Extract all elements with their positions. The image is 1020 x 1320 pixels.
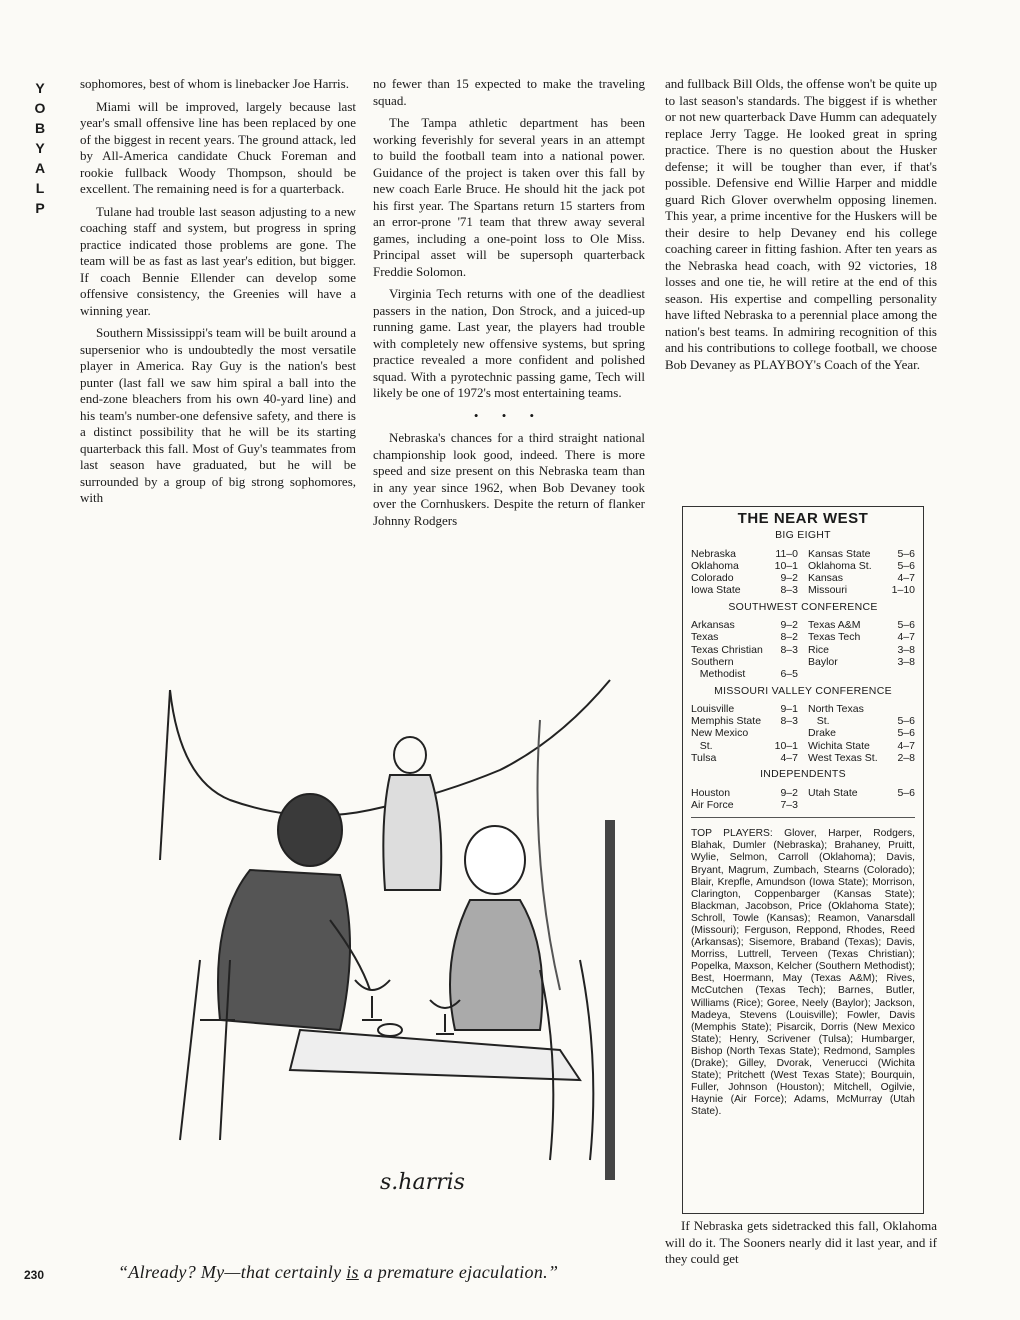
conference-standings-grid (683, 619, 923, 680)
caption-emphasis: is (346, 1262, 359, 1282)
article-column-3-continued (665, 1218, 937, 1274)
man-head (278, 794, 342, 866)
team-record: 8–3 (780, 584, 798, 597)
standings-row (691, 548, 798, 560)
team-record: 4–7 (780, 752, 798, 765)
team-name: Louisville (691, 702, 735, 715)
top-players-list: TOP PLAYERS: Glover, Harper, Rodgers, Blahak, Dumler (Nebraska); Brahaney, Pruitt, Wylie, Selmon, Carroll (Oklahoma); Davis, Bryant, Magrum, Zumbach, Stearns (Colorado); Blair, Krepfle, Amundson (Iowa State); Morrison, Clarington, Coppenbarger (Kansas State); Blackman, Jacobson, Price (Oklahoma State); Schroll, Towle (Kansas); Reamon, Vanarsdall (Missouri); Ferguson, Reppond, Rhodes, Reed (Arkansas); Sisemore, Braband (Texas); Davis, Morriss, Luttrell, Terveen (Texas Christian); Popelka, Maxson, Kelcher (Southern Methodist); Best, Hoermann, May (Texas A&M); Rives, McCutchen (Texas Tech); Barnes, Butler, Williams (Rice); Goree, Neely (Baylor); Jackson, Madeya, Stevens (Louisville); Fowler, Davis (Memphis State); Pisarcik, Dorris (New Mexico State); Henry, Scrivener (Tulsa); Humbarger, Bishop (North Texas State); Redmond, Samples (Drake); Gilley, Dvorak, Venerucci (Wichita State); Pritchett (West Texas State); Bourquin, Fuller, Johnson (Houston); Mitchell, Ogilvie, Haynie (Air Force); Adams, McMurray (Utah State). (691, 828, 915, 1118)
conference-standings-grid (683, 703, 923, 764)
team-record: 10–1 (774, 739, 798, 752)
team-record: 8–3 (780, 715, 798, 728)
masthead-letter: B (34, 120, 48, 136)
standings-row (691, 656, 798, 668)
team-record: 9–2 (780, 619, 798, 632)
man-body (218, 870, 350, 1030)
waiter-head (394, 737, 426, 773)
standings-row (808, 644, 915, 656)
conference-title: BIG EIGHT (775, 529, 831, 542)
team-record: 9–2 (780, 572, 798, 585)
team-name: Colorado (691, 572, 734, 585)
standings-column (808, 619, 915, 680)
curtain-fold (538, 720, 561, 990)
playboy-masthead-vertical (30, 78, 52, 218)
woman-head (465, 826, 525, 894)
team-name: Iowa State (691, 584, 741, 597)
team-name: Texas (691, 631, 719, 644)
team-name: Rice (808, 643, 830, 656)
paragraph: and fullback Bill Olds, the offense won't be quite up to last season's standards. The biggest if is whether or not new quarterback Dave Humm can adequately replace Jerry Tagge. He looked great in spring practice. There is no question about the Husker defense; it will be tougher than ever, if that's possible. Defensive end Willie Harper and middle guard Rich Glover overwhelm opposing linemen. This year, a prime incentive for the Huskers will be their desire to help Devaney end his college coaching career in fitting fashion. After ten years as the Nebraska head coach, with 92 victories, 18 losses and one tie, he will retire at the end of this season. His expertise and compelling personality have lifted Nebraska to a perennial place among the nation's best teams. In admiring recognition of this and his contributions to college football, we choose Bob Devaney as PLAYBOY's Coach of the Year. (665, 76, 937, 372)
paragraph: Miami will be improved, largely because last year's small offensive line has been replaced by one of the biggest in recent years. The ground attack, led by All-America candidate Chuck Foreman and rookie fullback Woody Thompson, should be excellent. The remaining need is for a quarterback. (80, 98, 356, 196)
standings-row (691, 560, 798, 572)
team-name: Kansas State (808, 547, 871, 560)
masthead-letter: O (34, 100, 48, 116)
team-record: 7–3 (780, 798, 798, 811)
section-break: • • • (473, 407, 545, 423)
article-column-3 (665, 76, 937, 379)
standings-row (808, 740, 915, 752)
team-record: 9–2 (780, 786, 798, 799)
team-record: 5–6 (897, 715, 915, 728)
standings-row (691, 584, 798, 596)
paragraph: Southern Mississippi's team will be built around a supersenior who is undoubtedly the most versatile player in America. Ray Guy is the nation's best punter (last fall we saw him spiral a ball into the end-zone bleachers from his own 40-yard line) and his team's number-one defensive safety, and there is a distinct possibility that he will be its starting quarterback this fall. Most of Guy's teammates from last season have graduated, but he will be surrounded by a group of big strong sophomores, with (80, 325, 356, 505)
cartoonist-signature: s.harris (380, 1170, 465, 1195)
standings-row (808, 619, 915, 631)
team-record: 4–7 (897, 631, 915, 644)
paragraph: sophomores, best of whom is linebacker Joe Harris. (80, 76, 349, 91)
standings-row (808, 715, 915, 727)
paragraph: If Nebraska gets sidetracked this fall, Oklahoma will do it. The Sooners nearly did it last year, and if they could get (665, 1218, 937, 1266)
woman-body (450, 900, 543, 1030)
team-name: Houston (691, 786, 731, 799)
standings-row (808, 727, 915, 739)
masthead-letter: Y (35, 140, 47, 156)
standings-row (808, 572, 915, 584)
standings-row (691, 644, 798, 656)
team-record: 10–1 (774, 559, 798, 572)
waiter-body (383, 775, 441, 890)
team-name: West Texas St. (808, 752, 878, 765)
curtain-edge (160, 690, 170, 860)
standings-row (808, 752, 915, 764)
team-name: New Mexico (691, 727, 749, 740)
caption-text: a premature ejaculation.” (358, 1262, 559, 1282)
team-name: Texas Tech (808, 631, 861, 644)
standings-row (691, 668, 798, 680)
standings-column (808, 787, 915, 812)
standings-row (808, 787, 915, 799)
standings-row (691, 715, 798, 727)
team-name: Tulsa (691, 752, 717, 765)
team-name: Wichita State (808, 739, 870, 752)
paragraph: Nebraska's chances for a third straight national championship look good, indeed. There is more speed and size present on this Nebraska team than in any year since 1962, when Bob Devaney took over the Cornhuskers. Despite the return of flanker Johnny Rodgers (373, 430, 645, 528)
team-record (911, 703, 915, 715)
team-record (794, 727, 798, 739)
team-name: Texas Christian (691, 643, 763, 656)
team-name: Missouri (808, 584, 848, 597)
wine-glass (355, 980, 390, 1020)
team-name: St. (808, 715, 830, 728)
team-record: 1–10 (891, 584, 915, 597)
team-record: 6–5 (780, 668, 798, 681)
near-west-predictions-box (682, 506, 924, 1214)
standings-column (691, 619, 798, 680)
team-record: 8–2 (780, 631, 798, 644)
paragraph: Virginia Tech returns with one of the deadliest passers in the nation, Don Strock, and a juiced-up running game. Last year, the players had trouble with completely new offensive systems, but spring practice revealed a more confident and polished squad. With a pyrotechnic passing game, Tech will likely be one of 1972's most entertaining teams. (373, 286, 645, 400)
standings-row (691, 703, 798, 715)
team-record: 2–8 (897, 752, 915, 765)
conference-title: MISSOURI VALLEY CONFERENCE (714, 684, 892, 697)
standings-column (691, 703, 798, 764)
team-name: St. (691, 739, 713, 752)
team-name: Baylor (808, 655, 838, 668)
conference-title: SOUTHWEST CONFERENCE (728, 600, 878, 613)
team-name: Nebraska (691, 547, 736, 560)
standings-row (808, 631, 915, 643)
standings-row (691, 572, 798, 584)
standings-column (808, 548, 915, 597)
team-record: 9–1 (780, 702, 798, 715)
standings-row (691, 619, 798, 631)
standings-row (808, 656, 915, 668)
paragraph: Tulane had trouble last season adjusting to a new coaching staff and system, but progress in spring practice indicated those problems are gone. The team will be as fast as last year's edition, but bigger. If coach Bennie Ellender can develop some offensive consistency, the Greenies will have a winning year. (80, 203, 356, 318)
table (290, 1030, 580, 1080)
caption-text: “Already? My—that certainly (118, 1262, 347, 1282)
standings-row (691, 740, 798, 752)
divider (691, 817, 915, 818)
paragraph: no fewer than 15 expected to make the traveling squad. (373, 76, 645, 108)
team-name: Oklahoma (691, 559, 739, 572)
team-record: 8–3 (780, 643, 798, 656)
standings-row (808, 703, 915, 715)
team-name: North Texas (808, 702, 864, 715)
team-name: Texas A&M (808, 619, 861, 632)
team-name: Methodist (691, 668, 746, 681)
team-name: Oklahoma St. (808, 559, 872, 572)
cartoon-illustration (140, 660, 640, 1240)
standings-row (691, 631, 798, 643)
masthead-letter: A (34, 160, 48, 176)
team-record: 4–7 (897, 739, 915, 752)
article-column-1 (80, 76, 356, 513)
team-record: 11–0 (775, 547, 798, 560)
box-title: THE NEAR WEST (737, 510, 869, 527)
team-name: Arkansas (691, 619, 735, 632)
team-record: 4–7 (897, 572, 915, 585)
masthead-letter: Y (35, 80, 47, 96)
team-name: Drake (808, 727, 837, 740)
standings-row (808, 560, 915, 572)
team-record (794, 656, 798, 668)
paragraph: The Tampa athletic department has been working feverishly for several years in an attempt to build the football team into a national power. Guidance of the project is taken over this fall by new coach Earle Bruce. He should hit the jack pot his first year. The Spartans return 15 starters from an error-prone '71 team that threw away several games, including a one-point loss to Ole Miss. Principal asset will be supersoph quarterback Freddie Solomon. (373, 115, 645, 279)
team-name: Kansas (808, 572, 844, 585)
standings-row (808, 548, 915, 560)
team-name: Memphis State (691, 715, 762, 728)
conference-title: INDEPENDENTS (760, 768, 846, 781)
team-record: 5–6 (897, 619, 915, 632)
standings-row (691, 727, 798, 739)
standings-row (808, 584, 915, 596)
team-record: 5–6 (897, 727, 915, 740)
team-record: 5–6 (897, 786, 915, 799)
cartoon-caption (118, 1262, 638, 1283)
conference-standings (683, 529, 923, 811)
team-record: 3–8 (897, 655, 915, 668)
team-record: 5–6 (897, 559, 915, 572)
team-name: Southern (691, 655, 734, 668)
team-name: Air Force (691, 798, 734, 811)
conference-standings-grid (683, 787, 923, 812)
standings-column (691, 548, 798, 597)
team-record: 3–8 (897, 643, 915, 656)
team-name: Utah State (808, 786, 858, 799)
page-number: 230 (24, 1268, 45, 1282)
conference-standings-grid (683, 548, 923, 597)
sugar-bowl (378, 1024, 402, 1036)
standings-row (691, 787, 798, 799)
masthead-letter: L (35, 180, 47, 196)
team-record: 5–6 (897, 547, 915, 560)
standings-column (691, 787, 798, 812)
standings-column (808, 703, 915, 764)
article-column-2 (373, 76, 645, 535)
masthead-letter: P (35, 200, 47, 216)
standings-row (691, 752, 798, 764)
standings-row (691, 799, 798, 811)
